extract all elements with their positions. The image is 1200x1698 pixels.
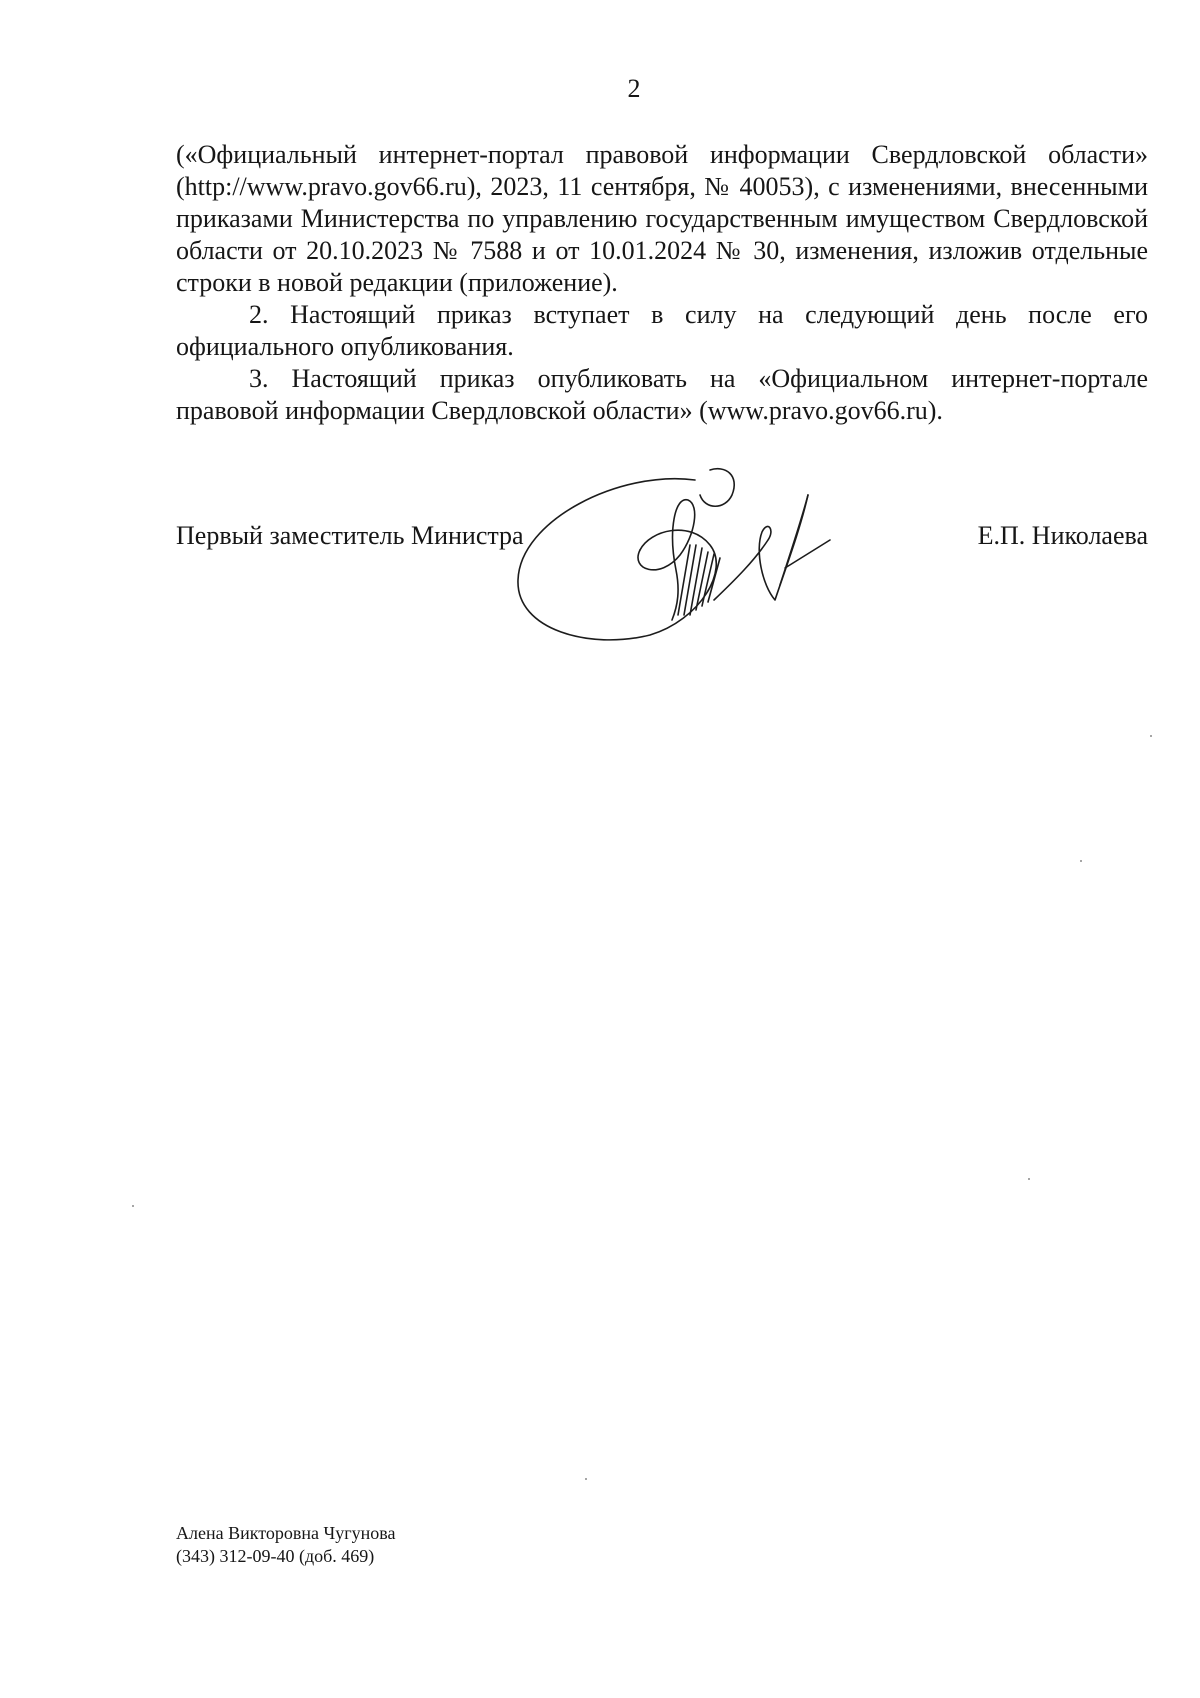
signer-name: Е.П. Николаева (977, 521, 1148, 550)
page-number: 2 (627, 74, 641, 103)
scan-speck (132, 1205, 134, 1207)
paragraph-effective-date: 2. Настоящий приказ вступает в силу на следующий день после его официального опубликования. (176, 300, 1148, 361)
executor-info (176, 1522, 395, 1568)
signer-position: Первый заместитель Министра (176, 521, 524, 550)
scan-speck (1150, 735, 1152, 737)
document-body (176, 139, 1148, 427)
executor-phone: (343) 312-09-40 (доб. 469) (176, 1546, 375, 1566)
scan-speck (585, 1478, 587, 1480)
paragraph-publication: 3. Настоящий приказ опубликовать на «Официальном интернет-портале правовой информации Свердловской области» (www.pravo.gov66.ru). (176, 364, 1148, 425)
scan-speck (1028, 1178, 1030, 1180)
handwritten-signature-icon (500, 450, 880, 660)
scan-speck (1080, 860, 1082, 862)
paragraph-continuation: («Официальный интернет-портал правовой информации Свердловской области» (http://www.pravo.gov66.ru), 2023, 11 сентября, № 40053), с изменениями, внесенными приказами Министерства по управлению государственным имуществом Свердловской области от 20.10.2023 № 7588 и от 10.01.2024 № 30, изменения, изложив отдельные строки в новой редакции (приложение). (176, 140, 1148, 297)
executor-name: Алена Викторовна Чугунова (176, 1523, 396, 1543)
